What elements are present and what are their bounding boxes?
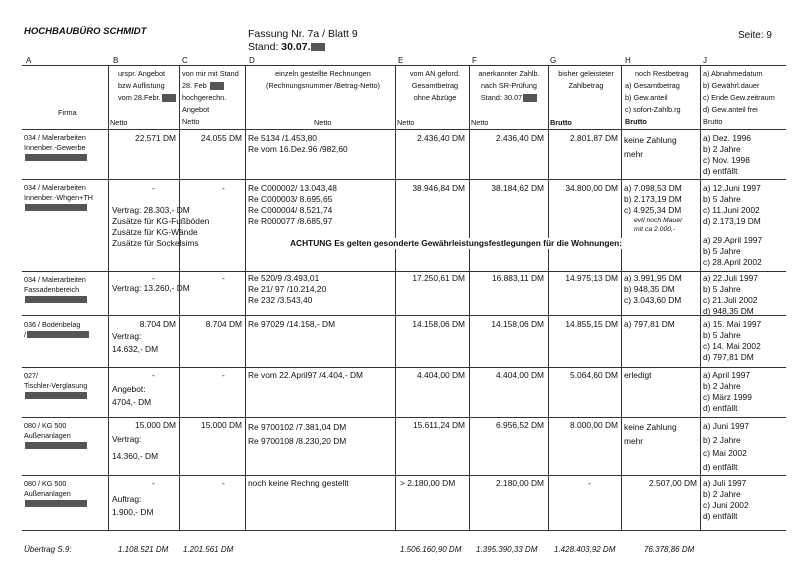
h-line: a) 7.098,53 DM (624, 183, 682, 193)
cell-b: - (152, 370, 155, 380)
col-letter-b: B (113, 56, 119, 65)
cell-j (703, 319, 761, 363)
h-line: c) 3.043,60 DM (624, 295, 682, 305)
header-g (554, 68, 618, 92)
cell-c: 8.704 DM (205, 319, 242, 329)
contract-line: 14.360,- DM (112, 451, 159, 461)
firma-line: 034 / Malerarbeiten (24, 275, 86, 284)
col-letter-j: J (703, 56, 707, 65)
header-e-line: ohne Abzüge (413, 93, 457, 102)
cell-j (703, 273, 758, 317)
stand-value: 30.07. (281, 41, 311, 53)
redaction-mark (25, 204, 87, 211)
row-divider (22, 417, 786, 418)
cell-e: 15.611,24 DM (413, 420, 465, 430)
cell-b: 15.000 DM (135, 420, 176, 430)
header-e-unit: Netto (397, 118, 415, 127)
contract-line: 4704,- DM (112, 397, 152, 407)
cell-c: - (222, 273, 225, 283)
header-j (703, 68, 775, 128)
cell-b: - (152, 183, 155, 193)
firma-line: Innenber.-Gewerbe (24, 142, 86, 152)
header-b (118, 68, 176, 104)
h-line: mehr (624, 149, 644, 159)
header-h (625, 68, 689, 128)
header-h-line: noch Restbetrag (635, 69, 689, 78)
header-g-line: Zahlbetrag (568, 81, 604, 90)
redaction-mark (523, 94, 537, 102)
stand-label: Stand: (248, 41, 279, 53)
cell-d: noch keine Rechng gestellt (248, 478, 349, 488)
redaction-mark (210, 82, 224, 90)
invoice-line: Re C000003/ 8.695,65 (248, 194, 333, 204)
header-firma: Firma (58, 108, 77, 117)
col-letter-a: A (26, 56, 32, 65)
row-divider (22, 129, 786, 130)
header-h-line: a) Gesamtbetrag (625, 81, 680, 90)
cell-f: 38.184,62 DM (491, 183, 544, 193)
firma-line: Außenanlagen (24, 430, 71, 440)
header-j-unit: Brutto (703, 117, 723, 126)
version-label (248, 28, 358, 40)
firma-line: 027/ (24, 371, 38, 380)
page-number: Seite: 9 (738, 30, 772, 41)
invoice-line: Re 9700108 /8.230,20 DM (248, 436, 347, 446)
warranty-note: ACHTUNG Es gelten gesonderte Gewährleistungsfestlegungen für die Wohnungen: (290, 238, 623, 248)
col-divider (245, 65, 246, 530)
firma-line: 080 / KG 500 (24, 421, 67, 430)
j-line: a) April 1997 (703, 370, 751, 380)
cell-b-contract (112, 205, 209, 249)
carryover-e: 1.506.160,90 DM (400, 545, 462, 554)
h-line: b) 2.173,19 DM (624, 194, 682, 204)
row-divider (22, 315, 786, 316)
j-line: b) 5 Jahre (703, 194, 741, 204)
cell-c: 15.000 DM (201, 420, 242, 430)
j-line: c) Nov. 1998 (703, 155, 750, 165)
row-divider (22, 367, 786, 368)
invoice-line: Re vom 16.Dez.96 /982,60 (248, 144, 348, 154)
header-f-unit: Netto (471, 118, 489, 127)
header-c-line: von mir mit Stand (182, 69, 239, 78)
company-name: HOCHBAUBÜRO SCHMIDT (24, 26, 147, 37)
j-line: a) 15. Mai 1997 (703, 319, 762, 329)
stand-line (248, 41, 325, 53)
header-c-line: hochgerechn. (182, 93, 227, 102)
invoice-line: Re C000002/ 13.043,48 (248, 183, 337, 193)
cell-e: 4.404,00 DM (417, 370, 465, 380)
header-c (182, 68, 239, 128)
header-e-line: vom AN geford. (409, 69, 461, 78)
contract-line: 14.632,- DM (112, 344, 159, 354)
contract-line: Zusätze für KG-Fußböden (112, 216, 210, 226)
h-line: keine Zahlung (624, 135, 677, 145)
firma-line (24, 202, 93, 212)
cell-b: 8.704 DM (139, 319, 176, 329)
j-line: a) Juli 1997 (703, 478, 747, 488)
cell-e: 38.946,84 DM (412, 183, 465, 193)
j-line: d) entfällt (703, 461, 738, 472)
j-line: a) Dez. 1996 (703, 133, 751, 143)
redaction-mark (27, 331, 89, 338)
redaction-mark (25, 154, 87, 161)
cell-h (624, 133, 677, 161)
cell-g: 2.801,87 DM (570, 133, 618, 143)
j-line: b) 5 Jahre (703, 246, 741, 256)
cell-g: 14.855,15 DM (565, 319, 618, 329)
cell-g: - (588, 478, 591, 488)
redaction-mark (25, 392, 87, 399)
carryover-label: Übertrag S.9: (24, 545, 72, 554)
j-line: d) entfällt (703, 403, 738, 413)
j-line: d) 948,35 DM (703, 306, 754, 316)
header-j-line: b) Gewährl.dauer (703, 81, 760, 90)
cell-c: 24.055 DM (201, 133, 242, 143)
firma-line: 080 / KG 500 (24, 479, 67, 488)
cell-g: 14.975,13 DM (565, 273, 618, 283)
redaction-mark (162, 94, 176, 102)
carryover-g: 1.428.403,92 DM (554, 545, 616, 554)
cell-d: Re vom 22.April97 /4.404,- DM (248, 370, 363, 380)
j-line: c) Mai 2002 (703, 448, 747, 458)
j-line: d) entfällt (703, 511, 738, 521)
col-letter-g: G (550, 56, 557, 65)
col-divider (621, 65, 622, 530)
j-line: b) 5 Jahre (703, 284, 741, 294)
cell-j (703, 370, 752, 414)
cell-f: 6.956,52 DM (496, 420, 544, 430)
cell-b-contract (112, 330, 158, 356)
header-g-line: bisher geleisteter (558, 69, 614, 78)
header-d (260, 68, 386, 92)
firma-line: Tischler-Verglasung (24, 380, 88, 390)
cell-j (703, 133, 751, 177)
cell-d: Re 97029 /14.158,- DM (248, 319, 336, 329)
cell-e: > 2.180,00 DM (400, 478, 456, 488)
header-j-line: d) Gew.anteil frei (703, 105, 758, 114)
row-firma (24, 371, 87, 400)
j-line: a) 22.Juli 1997 (703, 273, 758, 283)
j-line: b) 2 Jahre (703, 381, 741, 391)
contract-line: Zusätze für KG-Wände (112, 227, 198, 237)
firma-line: 034 / Malerarbeiten (24, 133, 86, 142)
row-divider (22, 475, 786, 476)
cell-d (248, 183, 337, 227)
redaction-mark (25, 500, 87, 507)
cell-g: 5.064,60 DM (570, 370, 618, 380)
h-line: c) 4.925,34 DM (624, 205, 682, 215)
j-line: b) 2 Jahre (703, 144, 741, 154)
col-letter-f: F (472, 56, 477, 65)
firma-line (24, 390, 87, 400)
cell-f: 16.883,11 DM (492, 273, 544, 283)
invoice-line: Re 5134 /1.453,80 (248, 133, 317, 143)
redaction-mark (311, 43, 325, 51)
carryover-f: 1.395.390,33 DM (476, 545, 538, 554)
j-line: c) 21.Juli 2002 (703, 295, 758, 305)
row-firma (24, 320, 89, 339)
cell-b-contract (112, 493, 153, 519)
header-b-text: vom 28.Febr. (118, 93, 161, 102)
j-line: c) März 1999 (703, 392, 752, 402)
header-e-line: Gesamtbetrag (411, 81, 459, 90)
firma-line: 034 / Malerarbeiten (24, 183, 86, 192)
j-line: b) 2 Jahre (703, 434, 741, 445)
j-spacer (703, 227, 762, 235)
cell-e: 14.158,06 DM (412, 319, 465, 329)
j-line: c) Juni 2002 (703, 500, 749, 510)
cell-c: - (222, 183, 225, 193)
row-divider (22, 65, 786, 66)
contract-line: Vertrag: (112, 331, 142, 341)
header-d-unit: Netto (314, 118, 332, 127)
cell-d (248, 420, 346, 448)
contract-line: Vertrag: (112, 434, 142, 444)
firma-line (24, 498, 87, 508)
row-divider (22, 271, 786, 272)
cell-d (248, 273, 326, 306)
header-c-text: 28. Feb (182, 81, 207, 90)
contract-line: Auftrag: (112, 494, 142, 504)
version-text: Fassung Nr. 7a / Blatt 9 (248, 28, 358, 40)
cell-b-contract (112, 431, 158, 465)
header-d-line: (Rechnungsnummer /Betrag-Netto) (266, 81, 380, 90)
j-line: d) 797,81 DM (703, 352, 754, 362)
row-firma (24, 421, 87, 450)
header-f-line: anerkannter Zahlb. (478, 69, 540, 78)
header-h-line: c) sofort-Zahlb.rg (625, 105, 681, 114)
cell-f: 4.404,00 DM (496, 370, 544, 380)
firma-line (24, 440, 87, 450)
cell-c: - (222, 370, 225, 380)
header-f-line: nach SR-Prüfung (481, 81, 537, 90)
firma-line (24, 294, 87, 304)
row-firma (24, 479, 87, 508)
header-b-line (118, 92, 176, 104)
cell-f: 14.158,06 DM (491, 319, 544, 329)
firma-line (24, 152, 87, 162)
j-line: b) 5 Jahre (703, 330, 741, 340)
header-h-unit: Brutto (625, 117, 647, 126)
header-e (404, 68, 466, 104)
cell-h (624, 420, 677, 448)
row-firma (24, 133, 87, 162)
invoice-line: Re 232 /3.543,40 (248, 295, 313, 305)
firma-line: 036 / Bodenbelag (24, 320, 81, 329)
cell-j (703, 420, 749, 474)
cell-h: erledigt (624, 370, 652, 380)
firma-line: Außenanlagen (24, 488, 71, 498)
contract-line: Vertrag: 28.303,- DM (112, 205, 190, 215)
header-c-line: Angebot (182, 105, 210, 114)
redaction-mark (25, 296, 87, 303)
firma-line: Fassadenbereich (24, 284, 80, 294)
header-f-text: Stand: 30.07 (480, 93, 523, 102)
payment-table (22, 56, 786, 535)
cell-f: 2.180,00 DM (496, 478, 544, 488)
cell-b-contract: Vertrag: 13.260,- DM (112, 283, 190, 293)
redaction-mark (25, 442, 87, 449)
header-b-line: bzw Auflistung (118, 81, 165, 90)
col-letter-c: C (182, 56, 188, 65)
cell-h: a) 797,81 DM (624, 319, 675, 329)
row-divider (22, 530, 786, 531)
cell-c: - (222, 478, 225, 488)
cell-g: 8.000,00 DM (570, 420, 618, 430)
j-line: d) entfällt (703, 166, 738, 176)
cell-e: 2.436,40 DM (417, 133, 465, 143)
cell-g: 34.800,00 DM (565, 183, 618, 193)
h-note: evtl noch Mauer (634, 217, 683, 224)
col-letter-d: D (249, 56, 255, 65)
cell-b: - (152, 273, 155, 283)
h-note: mit ca 2.000,- (634, 226, 676, 233)
firma-line: Innenber.-Whgen+TH (24, 192, 93, 202)
header-d-line: einzeln gestellte Rechnungen (275, 69, 371, 78)
h-line: a) 3.991,95 DM (624, 273, 682, 283)
header-h-line: b) Gew.anteil (625, 93, 668, 102)
cell-b-contract (112, 383, 151, 409)
cell-h (624, 183, 682, 234)
j-line: c) 14. Mai 2002 (703, 341, 761, 351)
row-divider (22, 179, 786, 180)
firma-line: / (24, 330, 89, 340)
header-f (473, 68, 545, 104)
cell-j (703, 478, 749, 522)
j-line: b) 2 Jahre (703, 489, 741, 499)
contract-line: 1.900,- DM (112, 507, 154, 517)
invoice-line: Re C000004/ 8.521,74 (248, 205, 333, 215)
h-line: mehr (624, 436, 644, 446)
invoice-line: Re 520/9 /3.493,01 (248, 273, 320, 283)
carryover-b: 1.108.521 DM (118, 545, 169, 554)
header-b-line: urspr. Angebot (118, 69, 166, 78)
cell-e: 17.250,61 DM (412, 273, 465, 283)
invoice-line: Re 21/ 97 /10.214,20 (248, 284, 327, 294)
j-line: d) 2.173,19 DM (703, 216, 761, 226)
col-divider (700, 65, 701, 530)
h-line: keine Zahlung (624, 422, 677, 432)
row-firma (24, 183, 93, 212)
header-g-unit: Brutto (550, 118, 572, 127)
carryover-c: 1.201.561 DM (183, 545, 234, 554)
cell-j (703, 183, 762, 268)
header-f-line (473, 92, 545, 104)
contract-line: Angebot: (112, 384, 146, 394)
j-line: c) 28.April 2002 (703, 257, 762, 267)
header-b-unit: Netto (110, 118, 128, 127)
cell-d (248, 133, 348, 155)
carryover-h: 76.378,86 DM (644, 545, 695, 554)
col-letter-h: H (625, 56, 631, 65)
j-line: c) 11.Juni 2002 (703, 205, 760, 215)
h-line: b) 948,35 DM (624, 284, 675, 294)
header-c-line: Netto (182, 117, 200, 126)
header-c-line (182, 80, 239, 92)
j-line: a) 12.Juni 1997 (703, 183, 761, 193)
invoice-line: Re 9700102 /7.381,04 DM (248, 422, 347, 432)
j-line: a) 29.April 1997 (703, 235, 763, 245)
cell-b: 22.571 DM (135, 133, 176, 143)
cell-b: - (152, 478, 155, 488)
j-line: a) Juni 1997 (703, 421, 750, 431)
col-letter-e: E (398, 56, 404, 65)
row-firma (24, 275, 87, 304)
header-j-line: a) Abnahmedatum (703, 69, 763, 78)
cell-h (624, 273, 682, 306)
cell-f: 2.436,40 DM (496, 133, 544, 143)
invoice-line: Re R000077 /8.685,97 (248, 216, 333, 226)
header-j-line: c) Ende Gew.zeitraum (703, 93, 775, 102)
contract-line: Zusätze für Sockelsims (112, 238, 199, 248)
cell-h: 2.507,00 DM (649, 478, 697, 488)
